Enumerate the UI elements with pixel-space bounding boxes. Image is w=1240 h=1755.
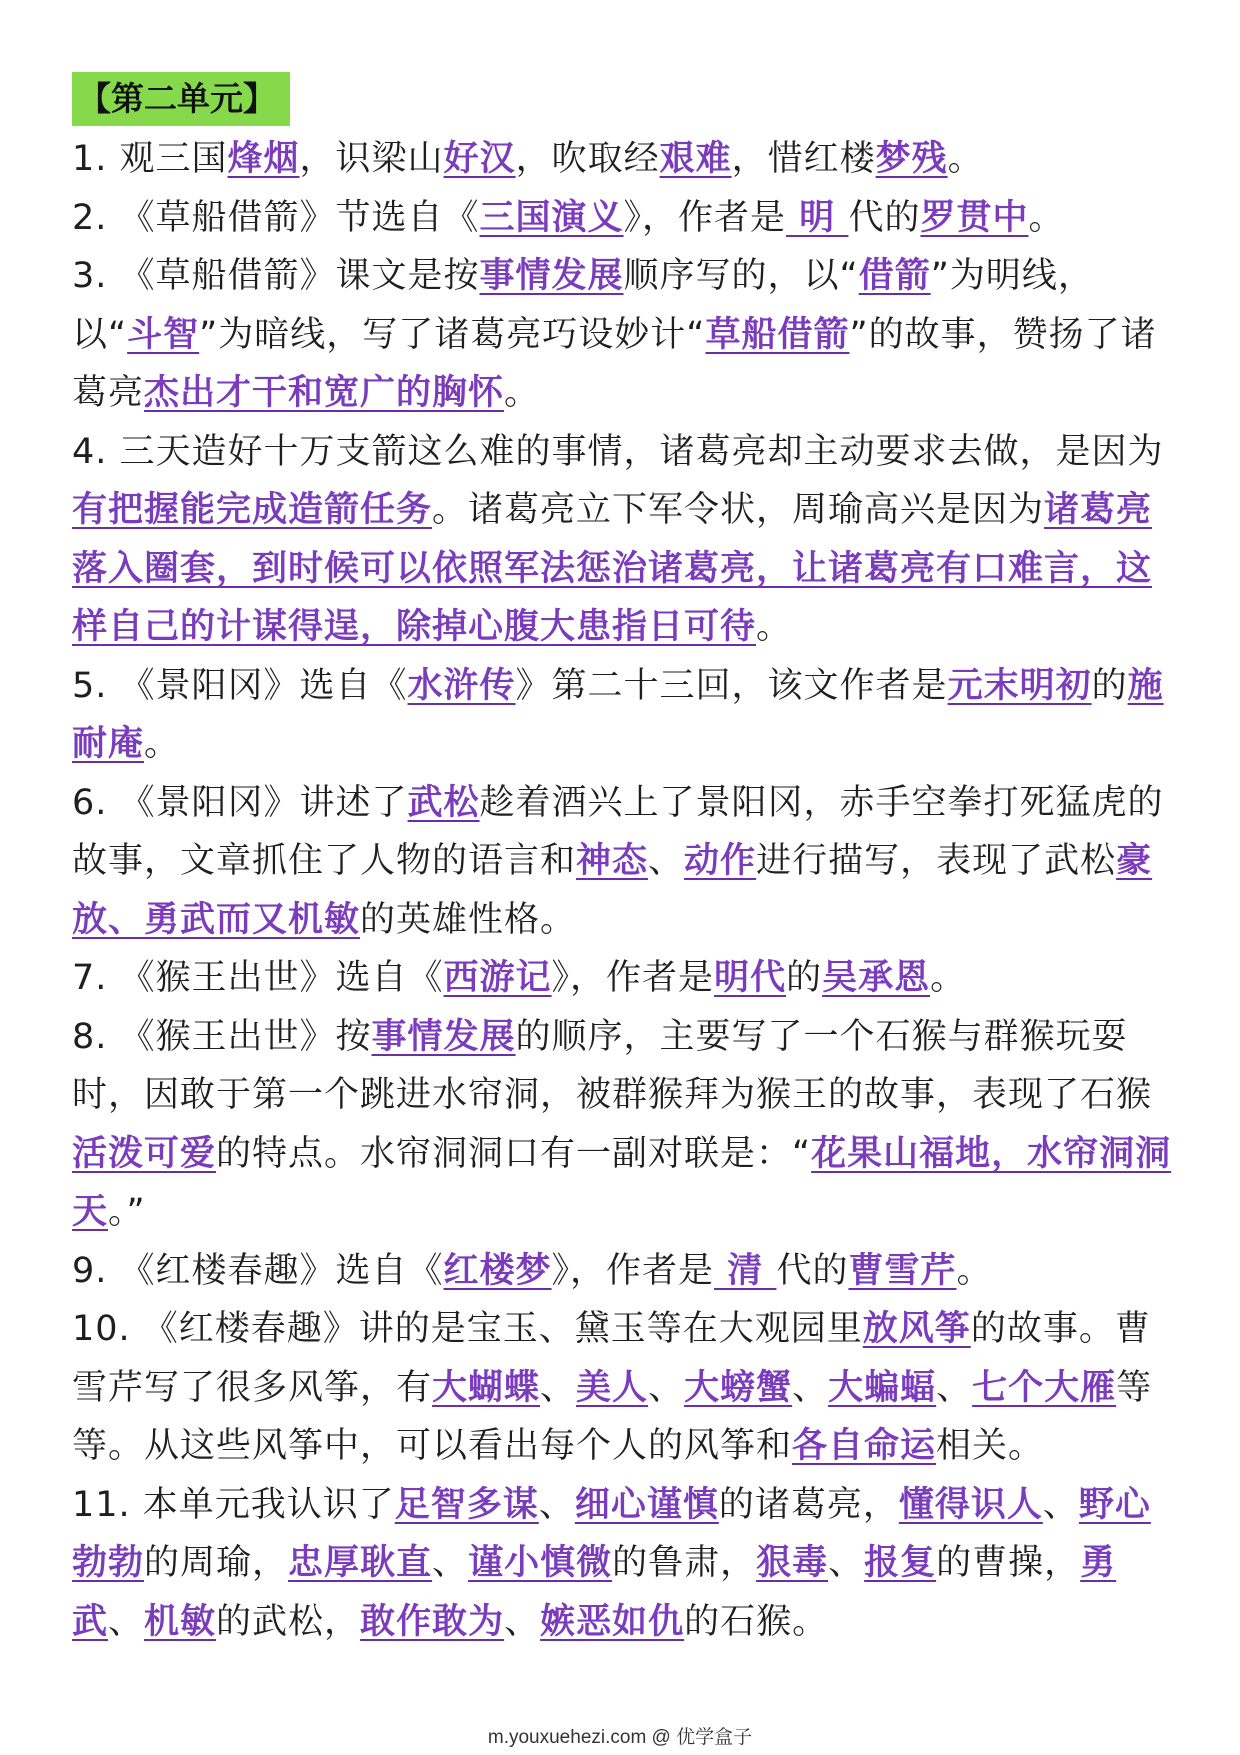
answer-text: 报复 (864, 1543, 937, 1583)
question-item-2 (72, 189, 1172, 248)
answer-text: 神态 (576, 841, 649, 881)
answer-text: 罗贯中 (920, 197, 1029, 238)
question-text: 趁着酒兴上了景阳冈，赤手空拳打死猛虎的故事，文章抓住了人物的语言和 (72, 782, 1164, 881)
question-text: 。诸葛亮立下军令状，周瑜高兴是因为 (432, 490, 1045, 530)
question-text: 的故事。曹雪芹写了很多风筝，有 (72, 1309, 1151, 1408)
answer-text: 三国演义 (479, 197, 624, 238)
question-item-3 (72, 247, 1172, 423)
question-text: 11. 本单元我认识了 (72, 1484, 395, 1525)
question-text: ，识梁山 (299, 139, 444, 179)
question-text: 的特点。水帘洞洞口有一副对联是：“ (216, 1133, 812, 1174)
question-text: 》，作者是 (551, 958, 715, 998)
answer-text: 明 (786, 197, 849, 238)
answer-text: 明代 (714, 958, 787, 998)
question-text: 2. 《草船借箭》节选自《 (72, 197, 480, 238)
answer-text: 勇武 (72, 1543, 1117, 1642)
answer-text: 懂得识人 (898, 1484, 1043, 1525)
question-text: 。” (108, 1192, 146, 1232)
footer-watermark: m.youxuehezi.com @ 优学盒子 (487, 1727, 753, 1748)
answer-text: 斗智 (127, 314, 200, 355)
question-text: 的石猴。 (684, 1601, 829, 1642)
question-text: 、 (1042, 1484, 1079, 1525)
question-text: 1. 观三国 (72, 139, 228, 179)
answer-text: 谨小慎微 (468, 1543, 613, 1583)
question-item-11 (72, 1476, 1172, 1652)
question-list (72, 130, 1172, 1651)
answer-text: 各自命运 (792, 1426, 937, 1466)
question-text: 等等。从这些风筝中，可以看出每个人的风筝和 (72, 1367, 1153, 1466)
answer-text: 事情发展 (479, 256, 624, 296)
question-text: 、 (936, 1367, 973, 1408)
question-text: 》第二十三回，该文作者是 (515, 665, 948, 706)
question-text: ，惜红楼 (731, 139, 876, 179)
answer-text: 敢作敢为 (360, 1601, 505, 1642)
question-item-10 (72, 1300, 1172, 1476)
question-text: 代的 (776, 1250, 849, 1291)
question-text: 的曹操， (936, 1543, 1081, 1583)
answer-text: 放风筝 (862, 1309, 971, 1349)
answer-text: 大蝙蝠 (828, 1367, 937, 1408)
question-text: 7. 《猴王出世》选自《 (72, 958, 444, 998)
question-text: 的 (786, 958, 823, 998)
question-item-7 (72, 949, 1172, 1008)
question-text: 3. 《草船借箭》课文是按 (72, 256, 480, 296)
question-item-6 (72, 774, 1172, 950)
answer-text: 艰难 (659, 139, 732, 179)
question-item-8 (72, 1008, 1172, 1242)
question-text: ，吹取经 (515, 139, 660, 179)
answer-text: 机敏 (144, 1601, 217, 1642)
question-item-9 (72, 1242, 1172, 1301)
answer-text: 借箭 (858, 256, 931, 296)
answer-text: 元末明初 (947, 665, 1092, 706)
question-text: 4. 三天造好十万支箭这么难的事情，诸葛亮却主动要求去做，是因为 (72, 431, 1164, 472)
question-text: 。 (947, 139, 984, 179)
question-text: 相关。 (936, 1426, 1045, 1466)
answer-text: 吴承恩 (822, 958, 931, 998)
answer-text: 嫉恶如仇 (540, 1601, 685, 1642)
answer-text: 有把握能完成造箭任务 (72, 490, 433, 530)
answer-text: 烽烟 (227, 139, 300, 179)
section-heading: 【第二单元】 (72, 72, 290, 126)
question-text: 代的 (848, 197, 921, 238)
answer-text: 大螃蟹 (684, 1367, 793, 1408)
document-page (72, 72, 1172, 1651)
question-item-1 (72, 130, 1172, 189)
question-text: 10. 《红楼春趣》讲的是宝玉、黛玉等在大观园里 (72, 1309, 863, 1349)
question-item-5 (72, 657, 1172, 774)
question-text: 、 (648, 1367, 685, 1408)
answer-text: 美人 (576, 1367, 649, 1408)
answer-text: 动作 (684, 841, 757, 881)
answer-text: 狠毒 (756, 1543, 829, 1583)
question-text: 。 (504, 373, 541, 413)
question-text: 的诸葛亮， (718, 1484, 899, 1525)
question-text: 的周瑜， (144, 1543, 289, 1583)
answer-text: 七个大雁 (972, 1367, 1117, 1408)
question-text: 、 (432, 1543, 469, 1583)
answer-text: 野心勃勃 (72, 1484, 1151, 1583)
question-text: 5. 《景阳冈》选自《 (72, 665, 408, 706)
question-text: 的 (1091, 665, 1128, 706)
question-text: 的武松， (216, 1601, 361, 1642)
question-text: 的鲁肃， (612, 1543, 757, 1583)
question-text: 、 (648, 841, 685, 881)
answer-text: 忠厚耿直 (288, 1543, 433, 1583)
question-text: 6. 《景阳冈》讲述了 (72, 782, 408, 823)
answer-text: 水浒传 (407, 665, 516, 706)
question-text: 、 (538, 1484, 575, 1525)
answer-text: 花果山福地，水帘洞洞天 (72, 1133, 1172, 1232)
question-text: ”为暗线，写了诸葛亮巧设妙计“ (199, 314, 706, 355)
answer-text: 武松 (407, 782, 480, 823)
question-text: 进行描写，表现了武松 (756, 841, 1117, 881)
answer-text: 好汉 (443, 139, 516, 179)
question-text: 顺序写的，以“ (623, 256, 859, 296)
question-text: 、 (540, 1367, 577, 1408)
question-text: 。 (930, 958, 967, 998)
answer-text: 诸葛亮落入圈套，到时候可以依照军法惩治诸葛亮，让诸葛亮有口难言，这样自己的计谋得逞，除掉心腹大患指日可待 (72, 490, 1153, 647)
question-text: 》，作者是 (551, 1250, 715, 1291)
answer-text: 大蝴蝶 (432, 1367, 541, 1408)
question-text: 9. 《红楼春趣》选自《 (72, 1250, 444, 1291)
question-text: 。 (956, 1250, 993, 1291)
answer-text: 豪放、勇武而又机敏 (72, 841, 1153, 940)
answer-text: 事情发展 (371, 1016, 516, 1057)
answer-text: 细心谨慎 (574, 1484, 719, 1525)
question-text: 8. 《猴王出世》按 (72, 1016, 372, 1057)
question-text: 。 (1028, 197, 1065, 238)
question-item-4 (72, 423, 1172, 657)
answer-text: 施耐庵 (72, 665, 1164, 764)
question-text: 。 (144, 724, 181, 764)
question-text: ”为明线，以“ (72, 256, 1094, 355)
answer-text: 梦残 (875, 139, 948, 179)
question-text: ”的故事，赞扬了诸葛亮 (72, 314, 1157, 413)
answer-text: 曹雪芹 (848, 1250, 957, 1291)
question-text: 、 (108, 1601, 145, 1642)
answer-text: 杰出才干和宽广的胸怀 (144, 373, 505, 413)
question-text: 》，作者是 (623, 197, 787, 238)
question-text: 、 (792, 1367, 829, 1408)
answer-text: 红楼梦 (443, 1250, 552, 1291)
answer-text: 足智多谋 (394, 1484, 539, 1525)
question-text: 、 (828, 1543, 865, 1583)
question-text: 、 (504, 1601, 541, 1642)
answer-text: 西游记 (443, 958, 552, 998)
answer-text: 活泼可爱 (72, 1133, 217, 1174)
question-text: 的英雄性格。 (360, 899, 577, 940)
question-text: 的顺序，主要写了一个石猴与群猴玩耍时，因敢于第一个跳进水帘洞，被群猴拜为猴王的故事，表现了石猴 (72, 1016, 1153, 1115)
question-text: 。 (756, 607, 793, 647)
answer-text: 草船借箭 (705, 314, 850, 355)
answer-text: 清 (714, 1250, 777, 1291)
